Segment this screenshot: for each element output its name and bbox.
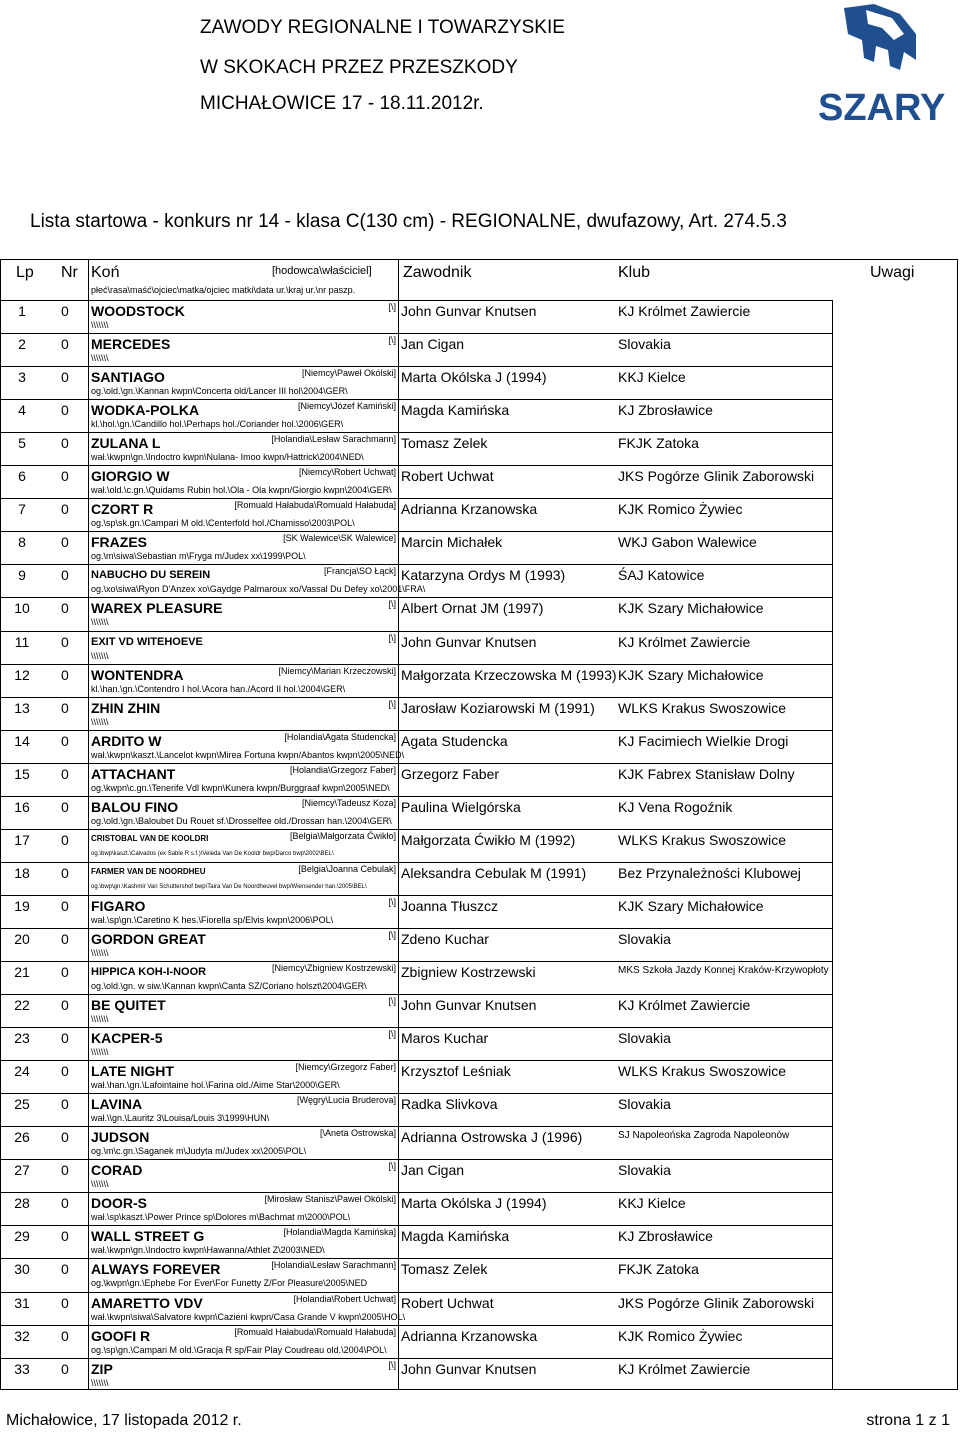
row-lp: 29 (14, 1228, 30, 1245)
row-nr: 0 (61, 930, 69, 947)
row-owner: [Niemcy\Tadeusz Koza] (301, 797, 396, 808)
row-owner: [\] (388, 1359, 396, 1370)
row-club: KJK Romico Żywiec (618, 1327, 743, 1344)
row-horse-name: AMARETTO VDV (91, 1294, 203, 1311)
row-horse-name: GOOFI R (91, 1327, 151, 1344)
row-horse-name: CORAD (91, 1162, 143, 1179)
table-row (0, 1225, 958, 1258)
row-club: KJ Królmet Zawiercie (618, 303, 751, 319)
row-horse-pedigree: wał.\old.\c.gn.\Quidams Rubin hol.\Ola - Ola kwpn/Giorgio kwpn\2004\GER\ (91, 485, 392, 496)
row-rider: Krzysztof Leśniak (401, 1063, 511, 1080)
row-rider: Adrianna Ostrowska J (1996) (401, 1129, 583, 1146)
row-club: ŚAJ Katowice (618, 567, 705, 584)
table-row (0, 498, 958, 531)
row-rider: Aleksandra Cebulak M (1991) (401, 864, 587, 881)
row-club: WKJ Gabon Walewice (618, 534, 757, 551)
row-owner: [Romuald Hałabuda\Romuald Hałabuda] (234, 500, 396, 511)
row-rider: Magda Kamińska (401, 402, 510, 419)
row-owner: [Francja\SO Łąck] (323, 566, 396, 577)
row-lp: 28 (14, 1195, 30, 1212)
table-row (0, 432, 958, 465)
table-row (0, 564, 958, 597)
row-nr: 0 (61, 1162, 69, 1179)
row-owner: [\] (388, 632, 396, 643)
row-horse-name: WALL STREET G (91, 1228, 205, 1245)
row-horse-pedigree: og.\kwpn\gn.\Ephebe For Ever\For Funetty Z/For Pleasure\2005\NED (91, 1278, 368, 1289)
row-lp: 21 (14, 964, 30, 980)
table-row (0, 796, 958, 829)
table-row (0, 1358, 958, 1391)
row-nr: 0 (61, 699, 69, 716)
row-nr: 0 (61, 864, 69, 881)
row-horse-pedigree: og.\old.\gn. w siw.\Kannan kwpn\Canta SZ/Coriano holszt\2004\GER\ (91, 981, 367, 991)
row-horse-name: WAREX PLEASURE (91, 600, 223, 617)
row-horse-pedigree: kl.\han.\gn.\Contendro I hol.\Acora han./Acord II hol.\2004\GER\ (91, 683, 346, 694)
row-owner: [Holandia\Agata Studencka] (284, 731, 396, 742)
row-nr: 0 (61, 1063, 69, 1080)
row-club: KJ Królmet Zawiercie (618, 997, 751, 1014)
row-club: WLKS Krakus Swoszowice (618, 699, 787, 716)
row-lp: 1 (18, 303, 26, 319)
column-header-nr: Nr (61, 264, 78, 281)
row-lp: 16 (14, 798, 30, 815)
row-horse-pedigree: wał.\sp\gn.\Caretino K hes.\Fiorella sp/Elvis kwpn\2006\POL\ (91, 914, 334, 925)
row-lp: 6 (18, 468, 26, 485)
row-horse-pedigree: og.\m\siwa\Sebastian m\Fryga m/Judex xx\1999\POL\ (91, 551, 306, 562)
table-row (0, 928, 958, 961)
row-rider: Robert Uchwat (401, 1294, 494, 1311)
row-horse-pedigree: kl.\hol.\gn.\Candillo hol.\Perhaps hol./Coriander hol.\2006\GER\ (91, 419, 344, 430)
table-row (0, 730, 958, 763)
row-lp: 8 (18, 534, 26, 551)
row-rider: Zbigniew Kostrzewski (401, 964, 536, 980)
row-owner: [Belgia\Małgorzata Ćwikło] (289, 830, 396, 841)
row-rider: Adrianna Krzanowska (401, 1327, 538, 1344)
row-rider: Zdeno Kuchar (401, 930, 489, 947)
row-rider: Albert Ornat JM (1997) (401, 600, 544, 617)
competition-subtitle: Lista startowa - konkurs nr 14 - klasa C(130 cm) - REGIONALNE, dwufazowy, Art. 274.5.3 (30, 211, 787, 232)
row-nr: 0 (61, 1261, 69, 1278)
row-horse-name: HIPPICA KOH-I-NOOR (91, 966, 207, 978)
row-club: KJ Facimiech Wielkie Drogi (618, 732, 789, 749)
row-lp: 18 (14, 864, 30, 881)
row-horse-name: ZHIN ZHIN (91, 699, 161, 716)
szary-horse-logo (804, 0, 946, 140)
table-row (0, 961, 958, 994)
row-club: KJK Fabrex Stanisław Dolny (618, 765, 795, 782)
row-nr: 0 (61, 798, 69, 815)
row-horse-pedigree: og.\sp\sk.gn.\Campari M old.\Centerfold hol./Chamisso\2003\POL\ (91, 518, 355, 529)
row-owner: [Holandia\Robert Uchwat] (293, 1293, 396, 1304)
row-club: KJK Szary Michałowice (618, 600, 764, 617)
row-lp: 25 (14, 1096, 30, 1113)
row-owner: [\] (388, 1029, 396, 1040)
row-horse-name: JUDSON (91, 1129, 150, 1146)
row-horse-name: LAVINA (91, 1096, 143, 1113)
table-row (0, 829, 958, 862)
row-rider: Joanna Tłuszcz (401, 897, 499, 914)
row-club: FKJK Zatoka (618, 435, 699, 452)
row-horse-pedigree: \\\\\\\ (91, 1377, 109, 1388)
column-header-owner: [hodowca\właściciel] (272, 265, 372, 277)
table-row (0, 862, 958, 895)
row-club: KKJ Kielce (618, 369, 686, 386)
table-row (0, 465, 958, 498)
row-horse-pedigree: wał.\han.\gn.\Lafointaine hol.\Farina old./Aime Star\2000\GER\ (91, 1080, 340, 1091)
row-club: KJ Królmet Zawiercie (618, 1360, 751, 1377)
row-horse-name: FARMER VAN DE NOORDHEU (91, 866, 206, 876)
row-horse-name: ALWAYS FOREVER (91, 1261, 221, 1278)
row-lp: 17 (14, 831, 30, 848)
row-horse-pedigree: og.\old.\gn.\Baloubet Du Rouet sf.\Drosselfee old./Drossan han.\2004\GER\ (91, 815, 392, 826)
row-lp: 13 (14, 699, 30, 716)
row-lp: 27 (14, 1162, 30, 1179)
column-header-horse: Koń (91, 264, 120, 281)
row-lp: 19 (14, 897, 30, 914)
row-horse-name: ZULANA L (91, 435, 161, 452)
row-lp: 33 (14, 1360, 30, 1377)
table-row (0, 1192, 958, 1225)
logo-text: SZARY (818, 87, 946, 129)
row-rider: Agata Studencka (401, 732, 508, 749)
row-lp: 3 (18, 369, 26, 386)
row-rider: Tomasz Zelek (401, 1261, 488, 1278)
row-owner: [Belgia\Joanna Cebulak] (298, 863, 396, 874)
row-club: KJK Romico Żywiec (618, 501, 743, 518)
row-nr: 0 (61, 468, 69, 485)
row-rider: Jan Cigan (401, 1162, 465, 1179)
row-rider: Katarzyna Ordys M (1993) (401, 567, 566, 584)
row-owner: [Holandia\Magda Kamińska] (283, 1227, 396, 1238)
table-row (0, 1258, 958, 1291)
event-title-line2: W SKOKACH PRZEZ PRZESZKODY (200, 57, 518, 78)
row-horse-name: CRISTOBAL VAN DE KOOLDRI (91, 833, 209, 843)
row-horse-name: GIORGIO W (91, 468, 170, 485)
row-rider: Jarosław Koziarowski M (1991) (401, 699, 595, 716)
row-horse-name: BE QUITET (91, 997, 166, 1014)
row-club: KJK Szary Michałowice (618, 666, 764, 683)
row-horse-name: DOOR-S (91, 1195, 147, 1212)
row-club: JKS Pogórze Glinik Zaborowski (618, 468, 815, 485)
row-nr: 0 (61, 1129, 69, 1146)
row-horse-pedigree: og.\sp\gn.\Campari M old.\Gracja R sp/Fair Play Coudreau old.\2004\POL\ (91, 1344, 387, 1355)
row-lp: 23 (14, 1030, 30, 1047)
table-row (0, 366, 958, 399)
row-horse-pedigree: wał.\kwpn\kaszt.\Lancelot kwpn\Mirea Fortuna kwpn/Abantos kwpn\2005\NED\ (91, 749, 405, 760)
column-header-notes: Uwagi (870, 264, 915, 281)
row-rider: Małgorzata Krzeczowska M (1993) (401, 666, 617, 683)
table-row (0, 895, 958, 928)
row-nr: 0 (61, 964, 69, 980)
row-horse-name: WOODSTOCK (91, 303, 185, 319)
row-nr: 0 (61, 765, 69, 782)
row-owner: [\] (388, 599, 396, 610)
row-horse-pedigree: wał.\\gn.\Lauritz 3\Louisa/Louis 3\1999\HUN\ (91, 1113, 270, 1124)
row-lp: 32 (14, 1327, 30, 1344)
table-row (0, 697, 958, 730)
event-title-line3: MICHAŁOWICE 17 - 18.11.2012r. (200, 93, 484, 114)
row-club: KJK Szary Michałowice (618, 897, 764, 914)
row-rider: Maros Kuchar (401, 1030, 489, 1047)
row-rider: Adrianna Krzanowska (401, 501, 538, 518)
row-owner: [\] (388, 302, 396, 312)
table-row (0, 631, 958, 664)
row-lp: 22 (14, 997, 30, 1014)
row-horse-name: EXIT VD WITEHOEVE (91, 635, 203, 648)
row-nr: 0 (61, 897, 69, 914)
table-row (0, 994, 958, 1027)
row-horse-pedigree: wał.\kwpn\gn.\Indoctro kwpn\Nulana- Imoo kwpn/Hattrick\2004\NED\ (91, 452, 364, 463)
row-nr: 0 (61, 1030, 69, 1047)
row-owner: [\] (388, 335, 396, 346)
row-horse-name: FIGARO (91, 897, 146, 914)
row-lp: 15 (14, 765, 30, 782)
row-horse-pedigree: wał.\kwpn\gn.\Indoctro kwpn\Hawanna/Athlet Z\2003\NED\ (91, 1245, 325, 1256)
row-lp: 31 (14, 1294, 30, 1311)
row-club: KJ Królmet Zawiercie (618, 633, 751, 650)
row-owner: [SK Walewice\SK Walewice] (283, 533, 396, 544)
row-owner: [Holandia\Grzegorz Faber] (289, 764, 396, 775)
row-owner: [Niemcy\Marian Krzeczowski] (278, 665, 396, 676)
row-horse-name: KACPER-5 (91, 1030, 163, 1047)
table-row (0, 1126, 958, 1159)
row-horse-pedigree: \\\\\\\ (91, 1014, 109, 1025)
row-owner: [Niemcy\Grzegorz Faber] (295, 1062, 396, 1073)
row-owner: [Niemcy\Paweł Okólski] (301, 368, 396, 379)
footer-page-number: strona 1 z 1 (866, 1412, 950, 1429)
row-horse-name: WODKA-POLKA (91, 402, 200, 419)
column-header-club: Klub (618, 264, 651, 281)
table-row (0, 333, 958, 366)
row-owner: [Holandia\Lesław Sarachmann] (271, 1260, 396, 1271)
row-horse-pedigree: og.\old.\gn.\Kannan kwpn\Concerta old/Lancer III hol\2004\GER\ (91, 386, 348, 397)
row-nr: 0 (61, 369, 69, 386)
table-row (0, 1093, 958, 1126)
row-nr: 0 (61, 402, 69, 419)
row-horse-name: CZORT R (91, 501, 154, 518)
row-club: WLKS Krakus Swoszowice (618, 1063, 787, 1080)
row-lp: 12 (14, 666, 30, 683)
row-nr: 0 (61, 303, 69, 319)
footer-date: Michałowice, 17 listopada 2012 r. (6, 1412, 242, 1429)
row-horse-name: FRAZES (91, 534, 147, 551)
row-rider: Robert Uchwat (401, 468, 494, 485)
row-nr: 0 (61, 435, 69, 452)
row-club: KJ Zbrosławice (618, 1228, 713, 1245)
table-row (0, 1027, 958, 1060)
row-nr: 0 (61, 336, 69, 353)
row-club: KKJ Kielce (618, 1195, 686, 1212)
row-rider: Jan Cigan (401, 336, 465, 353)
row-horse-pedigree: \\\\\\\ (91, 650, 109, 661)
row-horse-pedigree: og.\kwpn\c.gn.\Tenerife Vdl kwpn\Kunera kwpn/Burggraaf kwpn\2005\NED\ (91, 782, 390, 793)
row-lp: 11 (14, 633, 30, 650)
table-row (0, 1159, 958, 1192)
row-lp: 4 (18, 402, 26, 419)
row-owner: [\] (388, 929, 396, 940)
row-owner: [Niemcy\Zbigniew Kostrzewski] (271, 963, 396, 973)
row-lp: 5 (18, 435, 26, 452)
row-nr: 0 (61, 997, 69, 1014)
row-nr: 0 (61, 831, 69, 848)
row-owner: [\] (388, 1161, 396, 1172)
row-horse-pedigree: og.\m\c.gn.\Saganek m\Judyta m/Judex xx\2005\POL\ (91, 1146, 307, 1157)
row-owner: [Holandia\Lesław Sarachmann] (271, 434, 396, 445)
row-horse-pedigree: og.\xo\siwa\Ryon D'Anzex xo\Gaydge Palmaroux xo/Vassal Du Defey xo\2001\FRA\ (91, 584, 426, 595)
row-owner: [\Aneta Ostrowska] (319, 1128, 396, 1139)
row-horse-pedigree: \\\\\\\ (91, 353, 109, 364)
row-rider: Tomasz Zelek (401, 435, 488, 452)
column-header-lp: Lp (16, 264, 34, 281)
row-horse-name: WONTENDRA (91, 666, 184, 683)
row-club: KJ Vena Rogoźnik (618, 798, 733, 815)
row-rider: Marta Okólska J (1994) (401, 369, 547, 386)
table-row (0, 664, 958, 697)
row-club: Slovakia (618, 930, 671, 947)
row-owner: [Węgry\Lucia Bruderova] (296, 1095, 396, 1106)
row-club: Bez Przynależności Klubowej (618, 864, 801, 881)
row-lp: 14 (14, 732, 30, 749)
table-row (0, 531, 958, 564)
table-row (0, 763, 958, 796)
row-horse-name: ZIP (91, 1360, 113, 1377)
row-owner: [\] (388, 896, 396, 907)
row-club: Slovakia (618, 336, 671, 353)
row-horse-pedigree: \\\\\\\ (91, 617, 109, 628)
row-club: MKS Szkoła Jazdy Konnej Kraków-Krzywopłoty (618, 965, 829, 976)
row-horse-pedigree: wał.\sp\kaszt.\Power Prince sp\Dolores m\Bachmat m\2000\POL\ (91, 1212, 351, 1223)
row-nr: 0 (61, 1294, 69, 1311)
row-rider: John Gunvar Knutsen (401, 1360, 537, 1377)
row-rider: John Gunvar Knutsen (401, 633, 537, 650)
row-horse-pedigree: \\\\\\\ (91, 1047, 109, 1058)
row-club: Slovakia (618, 1096, 671, 1113)
row-horse-pedigree: og.\bwp\kaszt.\Calvados (ex Sable R s.f.)\Veleda Van De Kooldr bwp/Darco bwp\2002\BEL\ (91, 850, 334, 857)
row-owner: [Niemcy\Józef Kamiński] (297, 401, 396, 412)
row-nr: 0 (61, 732, 69, 749)
row-lp: 2 (18, 336, 26, 353)
row-horse-pedigree: \\\\\\\ (91, 947, 109, 958)
row-club: SJ Napoleońska Zagroda Napoleonów (618, 1130, 790, 1142)
row-nr: 0 (61, 534, 69, 551)
table-row (0, 597, 958, 630)
row-club: WLKS Krakus Swoszowice (618, 831, 787, 848)
row-horse-name: LATE NIGHT (91, 1063, 174, 1080)
column-header-horse-details: płeć\rasa\maść\ojciec\matka/ojciec matki\data ur.\kraj ur.\nr paszp. (91, 285, 356, 295)
row-horse-pedigree: \\\\\\\ (91, 716, 109, 727)
row-nr: 0 (61, 666, 69, 683)
table-row (0, 399, 958, 432)
row-horse-pedigree: og.\bwp\gn.\Kashmir Van Schuttershof bwp\Taira Van De Noordheuvel bwp/Wiensender han.\2005\BEL\ (91, 883, 367, 890)
row-owner: [Romuald Hałabuda\Romuald Hałabuda] (234, 1326, 396, 1337)
row-rider: Paulina Wielgórska (401, 798, 521, 815)
row-nr: 0 (61, 1360, 69, 1377)
row-club: Slovakia (618, 1162, 671, 1179)
row-club: KJ Zbrosławice (618, 402, 713, 419)
row-lp: 24 (14, 1063, 30, 1080)
row-nr: 0 (61, 1195, 69, 1212)
row-club: Slovakia (618, 1030, 671, 1047)
row-horse-name: ATTACHANT (91, 765, 176, 782)
table-row (0, 1060, 958, 1093)
row-owner: [\] (388, 698, 396, 709)
row-horse-name: NABUCHO DU SEREIN (91, 569, 211, 582)
row-lp: 9 (18, 567, 26, 584)
row-horse-name: BALOU FINO (91, 798, 179, 815)
column-header-rider: Zawodnik (403, 264, 472, 281)
row-rider: John Gunvar Knutsen (401, 303, 537, 319)
row-nr: 0 (61, 600, 69, 617)
row-club: FKJK Zatoka (618, 1261, 699, 1278)
row-horse-name: SANTIAGO (91, 369, 165, 386)
row-nr: 0 (61, 501, 69, 518)
row-horse-name: GORDON GREAT (91, 930, 206, 947)
row-lp: 7 (18, 501, 26, 518)
row-rider: Marcin Michałek (401, 534, 503, 551)
row-horse-pedigree: wał.\kwpn\siwa\Salvatore kwpn\Cazieni kwpn/Casa Grande V kwpn\2005\HOL\ (91, 1311, 406, 1322)
row-owner: [Niemcy\Robert Uchwat] (298, 467, 396, 478)
table-row (0, 1325, 958, 1358)
row-nr: 0 (61, 567, 69, 584)
row-rider: Małgorzata Ćwikło M (1992) (401, 831, 576, 848)
row-club: JKS Pogórze Glinik Zaborowski (618, 1294, 815, 1311)
row-horse-pedigree: \\\\\\\ (91, 1179, 109, 1190)
table-row (0, 1292, 958, 1325)
row-lp: 26 (14, 1129, 30, 1146)
row-lp: 10 (14, 600, 30, 617)
table-row (0, 300, 958, 333)
row-lp: 30 (14, 1261, 30, 1278)
row-rider: John Gunvar Knutsen (401, 997, 537, 1014)
row-lp: 20 (14, 930, 30, 947)
row-owner: [\] (388, 996, 396, 1007)
event-title-line1: ZAWODY REGIONALNE I TOWARZYSKIE (200, 17, 565, 38)
row-rider: Grzegorz Faber (401, 765, 500, 782)
row-horse-pedigree: \\\\\\\ (91, 320, 109, 330)
row-rider: Magda Kamińska (401, 1228, 510, 1245)
row-horse-name: ARDITO W (91, 732, 162, 749)
row-rider: Radka Slivkova (401, 1096, 498, 1113)
row-nr: 0 (61, 633, 69, 650)
row-nr: 0 (61, 1228, 69, 1245)
row-horse-name: MERCEDES (91, 336, 171, 353)
row-owner: [Mirosław Stanisz\Paweł Okólski] (264, 1194, 396, 1205)
row-rider: Marta Okólska J (1994) (401, 1195, 547, 1212)
row-nr: 0 (61, 1096, 69, 1113)
row-nr: 0 (61, 1327, 69, 1344)
